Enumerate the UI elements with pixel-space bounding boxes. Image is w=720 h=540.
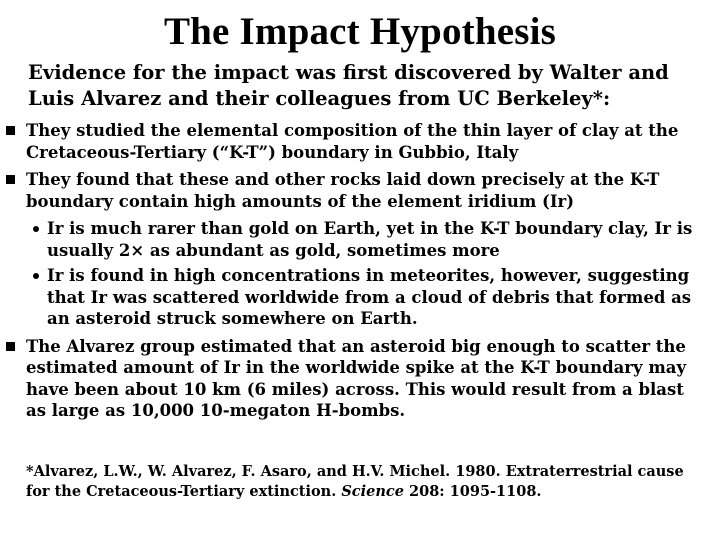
bullet-item [0,169,706,212]
dot-bullet-icon [33,273,39,279]
bullet-text: They found that these and other rocks laid down precisely at the K-T boundary contain high amounts of the element iridium (Ir) [26,170,660,211]
sub-bullet-text: Ir is found in high concentrations in meteorites, however, suggesting that Ir was scattered worldwide from a cloud of debris that formed as an asteroid struck somewhere on Earth. [47,266,692,328]
bullet-text: The Alvarez group estimated that an asteroid big enough to scatter the estimated amount of Ir in the worldwide spike at the K-T boundary may have been about 10 km (6 miles) across. This would result from a blast as large as 10,000 10-megaton H-bombs. [26,336,687,420]
reference-citation [26,462,706,502]
sub-bullet-item [0,265,707,330]
bullet-list [0,120,720,428]
bullet-item [0,120,706,163]
reference-text: *Alvarez, L.W., W. Alvarez, F. Asaro, and H.V. Michel. 1980. Extraterrestrial cause for the Cretaceous-Tertiary extinction. [26,463,684,500]
slide-title: The Impact Hypothesis [163,10,557,53]
square-bullet-icon [6,126,15,135]
square-bullet-icon [6,175,15,184]
dot-bullet-icon [33,226,39,232]
reference-journal: Science [341,483,404,500]
sub-bullet-item [0,218,707,261]
sub-bullet-text: Ir is much rarer than gold on Earth, yet in the K-T boundary clay, Ir is usually 2× as abundant as gold, sometimes more [47,219,693,260]
intro-text: Evidence for the impact was first discovered by Walter and Luis Alvarez and their colleagues from UC Berkeley*: [28,61,669,110]
bullet-item [0,336,706,422]
bullet-text: They studied the elemental composition of the thin layer of clay at the Cretaceous-Tertiary (“K-T”) boundary in Gubbio, Italy [26,121,679,162]
square-bullet-icon [6,342,15,351]
reference-volume-pages: 208: 1095-1108. [403,483,542,500]
